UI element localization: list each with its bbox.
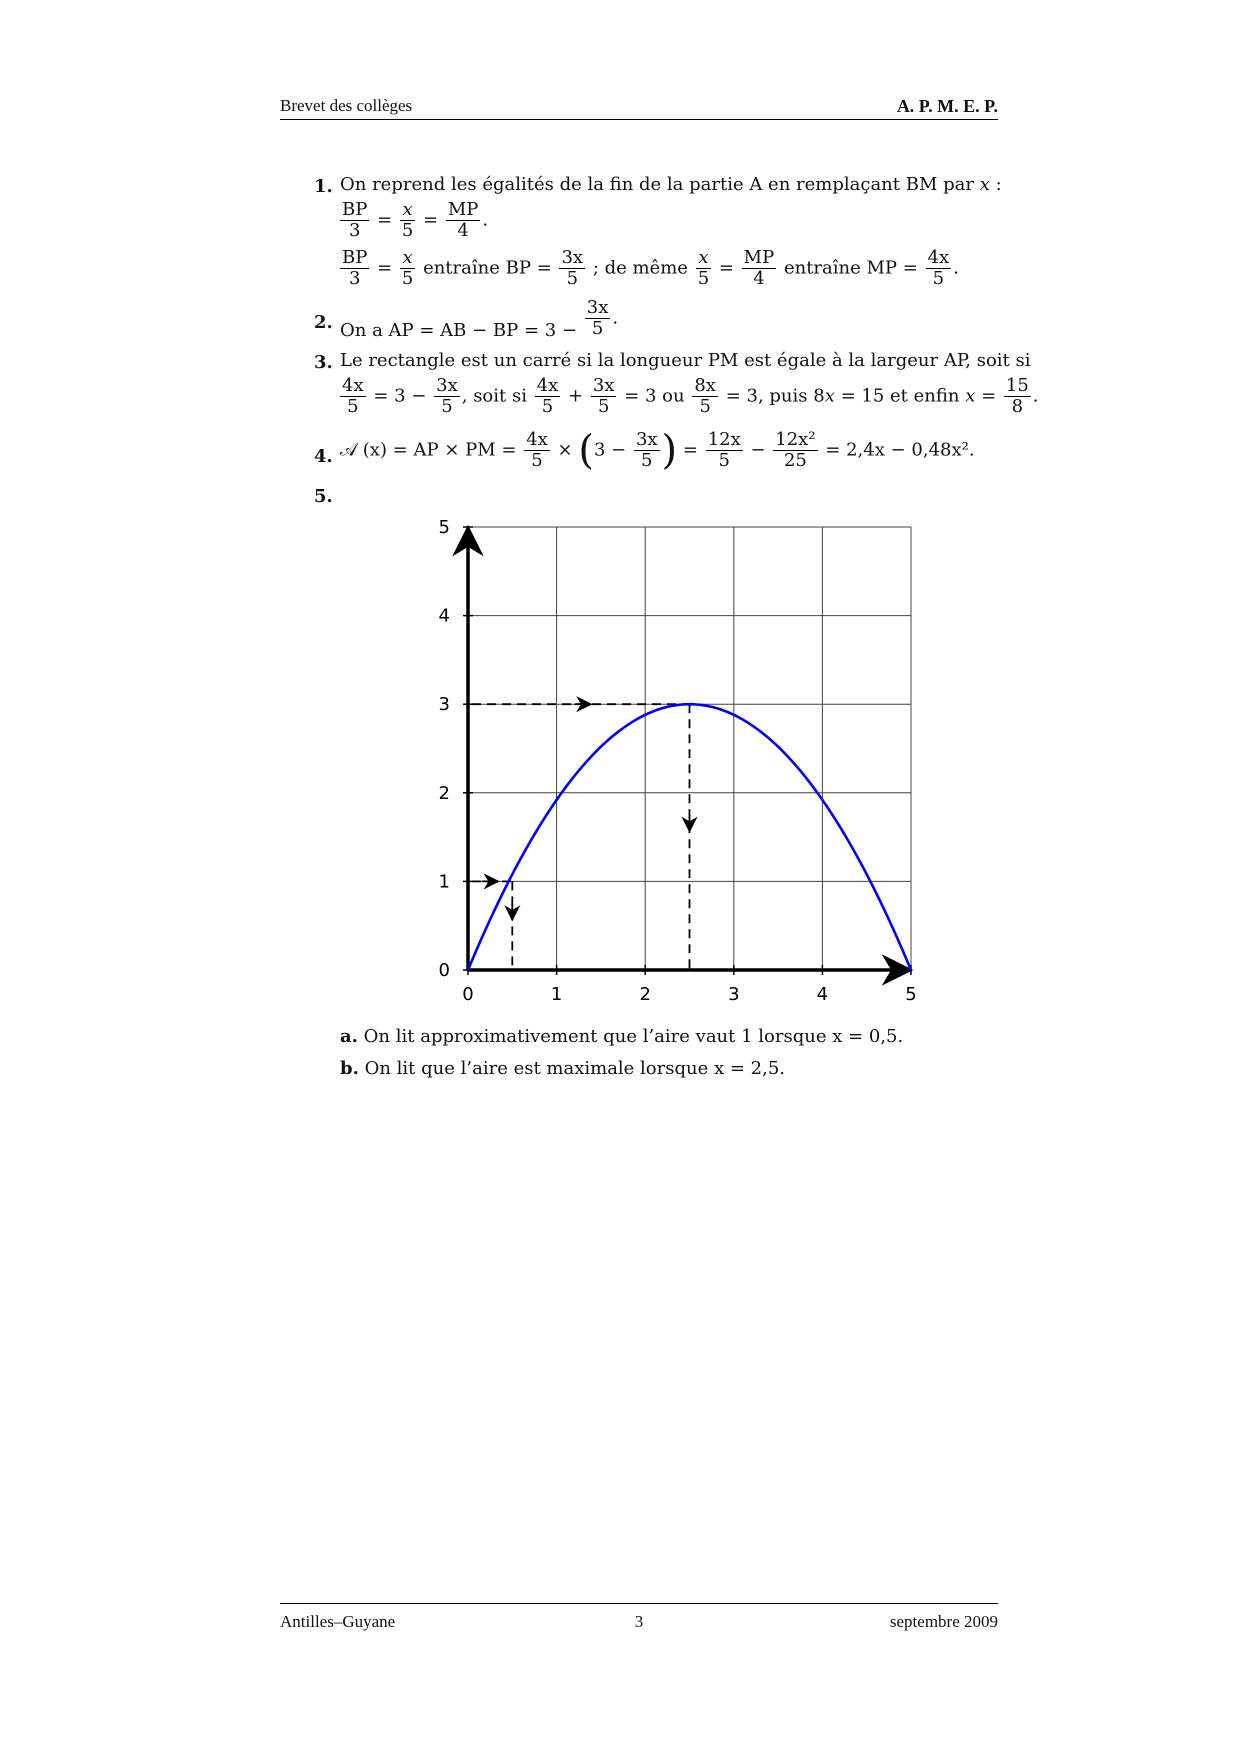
x-tick-label: 3 (728, 984, 740, 1005)
fraction: $\frac{4x}{5}$ (526, 429, 548, 471)
fraction: $\frac{4x}{5}$ (927, 247, 950, 289)
y-tick-label: 5 (438, 517, 450, 538)
x-tick-label: 1 (550, 984, 563, 1005)
fraction: $\frac{12x}{5}$ (707, 429, 741, 471)
fraction: $\frac{BP}{3}$ (342, 247, 368, 289)
y-tick-label: 2 (438, 782, 450, 804)
item-number-3: 3. (314, 352, 333, 373)
fraction: $\frac{3x}{5}$ (635, 429, 658, 471)
item-number-2: 2. (314, 312, 333, 333)
x-tick-label: 4 (816, 984, 829, 1005)
item-number-1: 1. (314, 176, 333, 197)
footer-right: septembre 2009 (889, 1612, 998, 1631)
parabola-graph (420, 500, 940, 1020)
x-tick-label: 2 (639, 984, 651, 1005)
q2-text: On a AP = AB − BP = 3 − $\frac{3x}{5}$ . (340, 297, 619, 341)
fraction: $\frac{8x}{5}$ (694, 375, 716, 417)
footer-rule (280, 1603, 998, 1604)
y-tick-label: 3 (438, 694, 450, 716)
header-left: Brevet des collèges (280, 96, 413, 115)
y-tick-label: 4 (438, 605, 450, 627)
footer-left: Antilles–Guyane (280, 1612, 396, 1631)
fraction: $\frac{MP}{4}$ (447, 199, 479, 241)
fraction: $\frac{15}{8}$ (1005, 375, 1029, 417)
header-rule (280, 119, 998, 120)
fraction: $\frac{x}{5}$ (697, 247, 710, 289)
fraction: $\frac{3x}{5}$ (586, 297, 609, 339)
answer-a: a. On lit approximativement que l’aire vaut 1 lorsque x = 0,5. (340, 1026, 904, 1047)
q3-equation: $\frac{4x}{5}$ = 3 − $\frac{3x}{5}$ , soit si $\frac{4x}{5}$ + $\frac{3x}{5}$ = 3 ou $\frac{8x}{5}$ = 3, puis 8x = 15 et enfin x = $\frac{15}{8}$ . (342, 375, 1039, 417)
y-tick-label: 1 (438, 871, 450, 893)
fraction: $\frac{\text{12x²}}{25}$ (775, 429, 816, 471)
q1-equation-1: $\frac{BP}{3}$ = $\frac{x}{5}$ = $\frac{MP}{4}$ . (342, 199, 489, 241)
fraction: $\frac{4x}{5}$ (342, 375, 364, 417)
fraction: $\frac{BP}{3}$ (342, 199, 368, 241)
header-right: A. P. M. E. P. (896, 96, 998, 116)
fraction: $\frac{4x}{5}$ (536, 375, 559, 417)
item-number-5: 5. (314, 486, 333, 507)
q3-text: Le rectangle est un carré si la longueur PM est égale à la largeur AP, soit si (340, 350, 1031, 371)
q1-equation-2: $\frac{BP}{3}$ = $\frac{x}{5}$ entraîne BP = $\frac{3x}{5}$ ; de même $\frac{x}{5}$ = $\frac{MP}{4}$ entraîne MP = $\frac{4x}{5}$ . (342, 247, 959, 289)
q1-text: On reprend les égalités de la fin de la partie A en remplaçant BM par x : (340, 174, 1002, 195)
y-tick-label: 0 (438, 960, 450, 981)
q4-equation: 𝒜 (x) = AP × PM = $\frac{4x}{5}$ × (3 − $\frac{3x}{5}$ ) = $\frac{12x}{5}$ − $\frac{\text{12x²}}{25}$ = 2,4x − 0,48x². (340, 427, 975, 474)
fraction: $\frac{MP}{4}$ (743, 247, 775, 289)
x-tick-label: 5 (905, 984, 917, 1005)
item-number-4: 4. (314, 446, 333, 467)
fraction: $\frac{3x}{5}$ (561, 247, 584, 289)
answer-b: b. On lit que l’aire est maximale lorsque x = 2,5. (340, 1058, 786, 1079)
x-tick-label: 0 (462, 984, 474, 1005)
page-number: 3 (634, 1612, 644, 1631)
fraction: $\frac{x}{5}$ (401, 199, 414, 241)
fraction: $\frac{3x}{5}$ (436, 375, 458, 417)
fraction: $\frac{x}{5}$ (401, 247, 414, 289)
fraction: $\frac{3x}{5}$ (592, 375, 615, 417)
